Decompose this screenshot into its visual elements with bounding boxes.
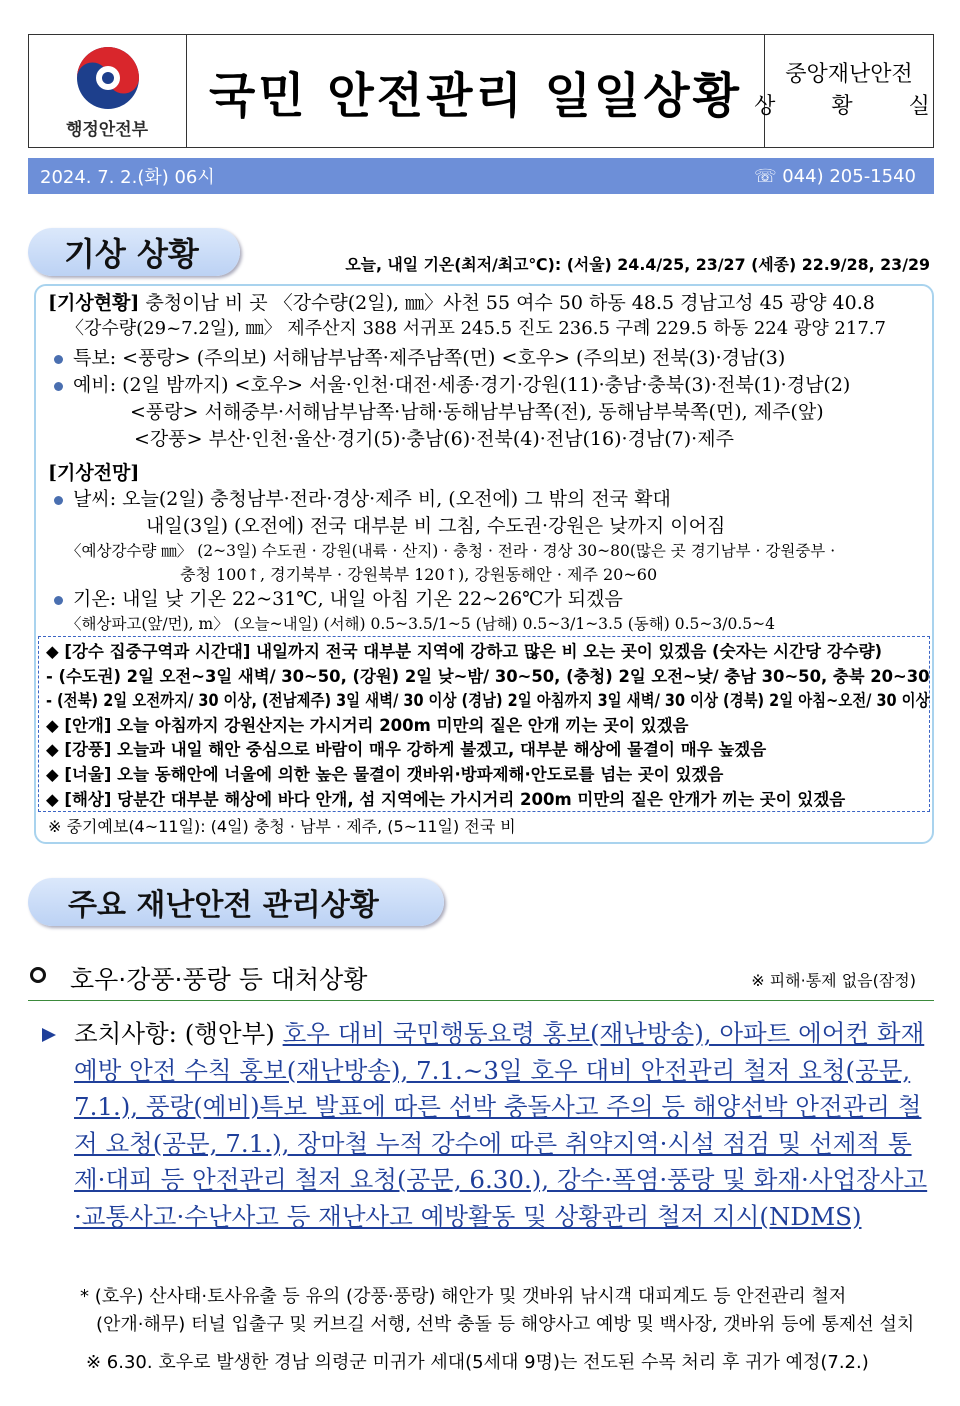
forecast-line-6: 〈해상파고(앞/먼), m〉 (오늘~내일) (서해) 0.5~3.5/1~5 (남해) 0.5~3/1~3.5 (동해) 0.5~3/0.5~4	[66, 615, 775, 633]
preliminary-line-3: <강풍> 부산·인천·울산·경기(5)·충남(6)·전북(4)·전남(16)·경남(7)·제주	[134, 428, 734, 450]
notice-line: - (수도권) 2일 오전~3일 새벽/ 30~50, (강원) 2일 낮~밤/ 30~50, (충청) 2일 오전~낮/ 충남 30~50, 충북 20~30	[46, 666, 930, 686]
forecast-line-1	[54, 486, 671, 512]
preliminary-line-2: <풍랑> 서해중부·서해남부남쪽·남해·동해남부남쪽(전), 동해남부북쪽(먼), 제주(앞)	[130, 401, 824, 423]
document-header	[28, 34, 944, 148]
forecast-line-3: 〈예상강수량 ㎜〉 (2~3일) 수도권 · 강원(내륙 · 산지) · 충청 · 전라 · 경상 30~80(많은 곳 경기남부 · 강원중부 ·	[66, 542, 836, 560]
circle-bullet-icon	[30, 967, 46, 983]
notice-line: - (전북) 2일 오전까지/ 30 이상, (전남제주) 3일 새벽/ 30 이상 (경남) 2일 아침까지 3일 새벽/ 30 이상 (경북) 2일 아침~오전/ 30 이상	[46, 691, 930, 711]
forecast-head: [기상전망]	[48, 462, 140, 484]
action-paragraph	[74, 1016, 934, 1235]
forecast-line-4: 충청 100↑, 경기북부 · 강원북부 120↑), 강원동해안 · 제주 20~60	[180, 565, 658, 584]
bullet-icon	[54, 355, 63, 364]
forecast-line-2: 내일(3일) (오전에) 전국 대부분 비 그침, 수도권·강원은 낮까지 이어짐	[146, 515, 726, 537]
bullet-icon	[54, 496, 63, 505]
weather-section-label: 기상 상황	[64, 235, 199, 273]
ministry-logo	[29, 35, 187, 147]
mid-term-forecast: ※ 중기예보(4~11일): (4일) 충청 · 남부 · 제주, (5~11일) 전국 비	[48, 817, 516, 836]
sub-section-title: 호우·강풍·풍랑 등 대처상황	[70, 965, 368, 994]
disaster-section-title	[28, 878, 444, 926]
bullet-icon	[54, 596, 63, 605]
damage-note: ※ 피해·통제 없음(잠정)	[751, 971, 916, 990]
action-text: 호우 대비 국민행동요령 홍보(재난방송), 아파트 에어컨 화재 예방 안전 수칙 홍보(재난방송), 7.1.~3일 호우 대비 안전관리 철저 요청(공문, 7.1.), 풍랑(예비)특보 발표에 따른 선박 충돌사고 주의 등 해양선박 안전관리 철저 요청(공문, 7.1.), 장마철 누적 강수에 따른 취약지역·시설 점검 및 선제적 통제·대피 등 안전관리 철저 요청(공문, 6.30.), 강수·폭염·풍랑 및 화재·사업장사고·교통사고·수난사고 등 재난사고 예방활동 및 상황관리 철저 지시(NDMS)	[74, 1019, 928, 1231]
forecast-text-1: 날씨: 오늘(2일) 충청남부·전라·경상·제주 비, (오전에) 그 밖의 전국 확대	[73, 488, 671, 510]
preliminary-line-1	[54, 372, 850, 398]
notice-line: ◆ [강수 집중구역과 시간대] 내일까지 전국 대부분 지역에 강하고 많은 비 오는 곳이 있겠음 (숫자는 시간당 강수량)	[46, 642, 883, 661]
preliminary-text-1: 예비: (2일 밤까지) <호우> 서울·인천·대전·세종·경기·강원(11)·충남·충북(3)·전북(1)·경남(2)	[73, 374, 851, 396]
weather-section-title	[28, 228, 240, 276]
office-line-1: 중앙재난안전	[785, 62, 913, 87]
notice-line: ◆ [안개] 오늘 아침까지 강원산지는 가시거리 200m 미만의 짙은 안개 끼는 곳이 있겠음	[46, 715, 689, 735]
bullet-icon	[54, 382, 63, 391]
divider	[28, 1000, 934, 1001]
sub-section	[30, 960, 930, 994]
advisory-line	[54, 345, 785, 371]
ministry-name: 행정안전부	[65, 120, 149, 140]
advisory-text: 특보: <풍랑> (주의보) 서해남부남쪽·제주남쪽(먼) <호우> (주의보) 전북(3)·경남(3)	[73, 347, 786, 369]
triangle-bullet-icon	[40, 1026, 58, 1044]
action-label: 조치사항: (행안부)	[74, 1019, 275, 1048]
current-head: [기상현황]	[48, 292, 140, 314]
current-line-2: 〈강수량(29~7.2일), ㎜〉 제주산지 388 서귀포 245.5 진도 236.5 구례 229.5 하동 224 광양 217.7	[66, 318, 886, 339]
current-status	[48, 290, 875, 316]
note-3: ※ 6.30. 호우로 발생한 경남 의령군 미귀가 세대(5세대 9명)는 전도된 수목 처리 후 귀가 예정(7.2.)	[86, 1352, 869, 1373]
office-name	[754, 35, 944, 147]
temperature-summary: 오늘, 내일 기온(최저/최고℃): (서울) 24.4/25, 23/27 (세종) 22.9/28, 23/29	[345, 255, 931, 274]
date-bar	[28, 158, 934, 194]
office-line-2: 상 황 실	[754, 94, 944, 119]
notice-line: ◆ [강풍] 오늘과 내일 해안 중심으로 바람이 매우 강하게 불겠고, 대부분 해상에 물결이 매우 높겠음	[46, 740, 767, 760]
phone-number: ☏ 044) 205-1540	[754, 165, 916, 187]
notice-line: ◆ [해상] 당분간 대부분 해상에 바다 안개, 섬 지역에는 가시거리 200m 미만의 짙은 안개가 끼는 곳이 있겠음	[46, 789, 846, 809]
note-2: (안개·해무) 터널 입출구 및 커브길 서행, 선박 충돌 등 해양사고 예방 및 백사장, 갯바위 등에 통제선 설치	[96, 1314, 915, 1335]
page-title: 국민 안전관리 일일상황	[187, 35, 765, 147]
report-date: 2024. 7. 2.(화) 06시	[40, 167, 215, 188]
notice-line: ◆ [너울] 오늘 동해안에 너울에 의한 높은 물결이 갯바위·방파제해·안도로를 넘는 곳이 있겠음	[46, 765, 724, 784]
note-1: * (호우) 산사태·토사유출 등 유의 (강풍·풍랑) 해안가 및 갯바위 낚시객 대피계도 등 안전관리 철저	[80, 1286, 847, 1307]
taegeuk-emblem-icon	[73, 43, 143, 113]
current-line-1: 충청이남 비 곳 〈강수량(2일), ㎜〉사천 55 여수 50 하동 48.5 경남고성 45 광양 40.8	[145, 292, 875, 314]
forecast-line-5	[54, 586, 623, 612]
disaster-section-label: 주요 재난안전 관리상황	[68, 888, 379, 923]
forecast-text-5: 기온: 내일 낮 기온 22~31℃, 내일 아침 기온 22~26℃가 되겠음	[73, 588, 623, 610]
